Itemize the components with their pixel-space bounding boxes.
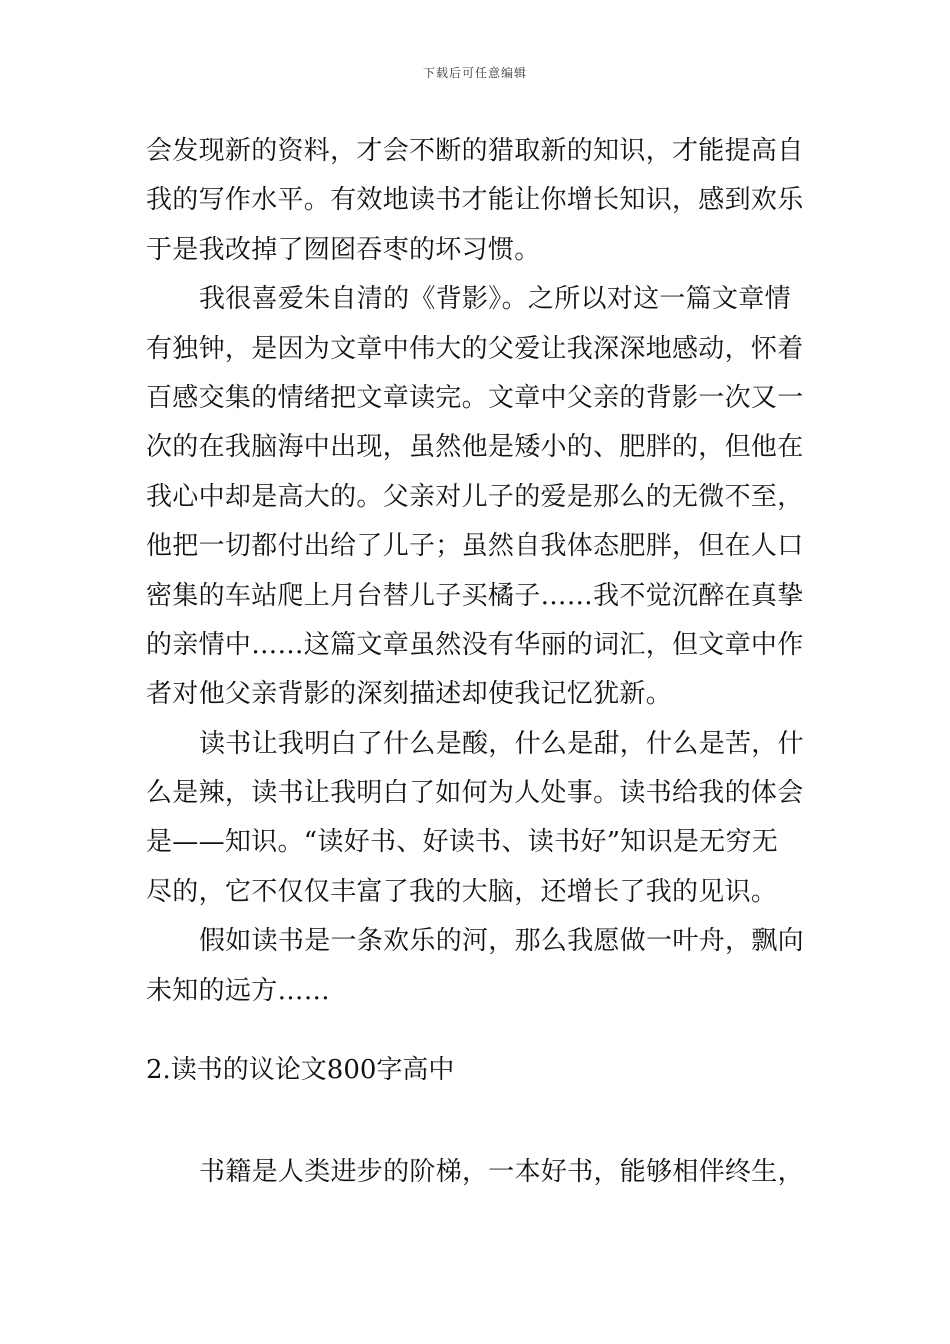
text-line: 他把一切都付出给了儿子；虽然自我体态肥胖，但在人口 <box>146 531 804 562</box>
text-line: 未知的远方…… <box>146 975 331 1006</box>
paragraph-2 <box>146 279 810 724</box>
text-line: 我心中却是高大的。父亲对儿子的爱是那么的无微不至， <box>146 481 804 512</box>
text-line: 么是辣，读书让我明白了如何为人处事。读书给我的体会 <box>146 778 804 809</box>
text-line: 次的在我脑海中出现，虽然他是矮小的、肥胖的，但他在 <box>146 432 804 463</box>
text-line: 书籍是人类进步的阶梯，一本好书，能够相伴终生， <box>199 1157 804 1188</box>
text-line: 假如读书是一条欢乐的河，那么我愿做一叶舟，飘向 <box>199 926 804 957</box>
document-body <box>146 131 810 1201</box>
paragraph-4 <box>146 921 810 1020</box>
text-line: 会发现新的资料，才会不断的猎取新的知识，才能提高自 <box>146 136 804 166</box>
text-line: 我的写作水平。有效地读书才能让你增长知识，感到欢乐 <box>146 185 804 216</box>
page-header: 下载后可任意编辑 <box>422 66 527 80</box>
text-line: 者对他父亲背影的深刻描述却使我记忆犹新。 <box>146 679 673 710</box>
text-line: 我很喜爱朱自清的《背影》。之所以对这一篇文章情 <box>199 284 791 315</box>
section-heading: 2.读书的议论文800字高中 <box>146 1055 455 1086</box>
paragraph-1 <box>146 131 810 279</box>
text-line: 的亲情中……这篇文章虽然没有华丽的词汇，但文章中作 <box>146 629 804 660</box>
text-line: 读书让我明白了什么是酸，什么是甜，什么是苦，什 <box>199 728 804 759</box>
text-line: 是——知识。“读好书、好读书、读书好”知识是无穷无 <box>146 827 779 858</box>
text-line: 尽的，它不仅仅丰富了我的大脑，还增长了我的见识。 <box>146 876 778 907</box>
text-line: 于是我改掉了囫囵吞枣的坏习惯。 <box>146 234 541 265</box>
paragraph-5 <box>146 1152 810 1201</box>
text-line: 密集的车站爬上月台替儿子买橘子……我不觉沉醉在真挚 <box>146 580 804 611</box>
text-line: 有独钟，是因为文章中伟大的父爱让我深深地感动，怀着 <box>146 333 804 364</box>
text-line: 百感交集的情绪把文章读完。文章中父亲的背影一次又一 <box>146 382 804 413</box>
paragraph-3 <box>146 724 810 922</box>
